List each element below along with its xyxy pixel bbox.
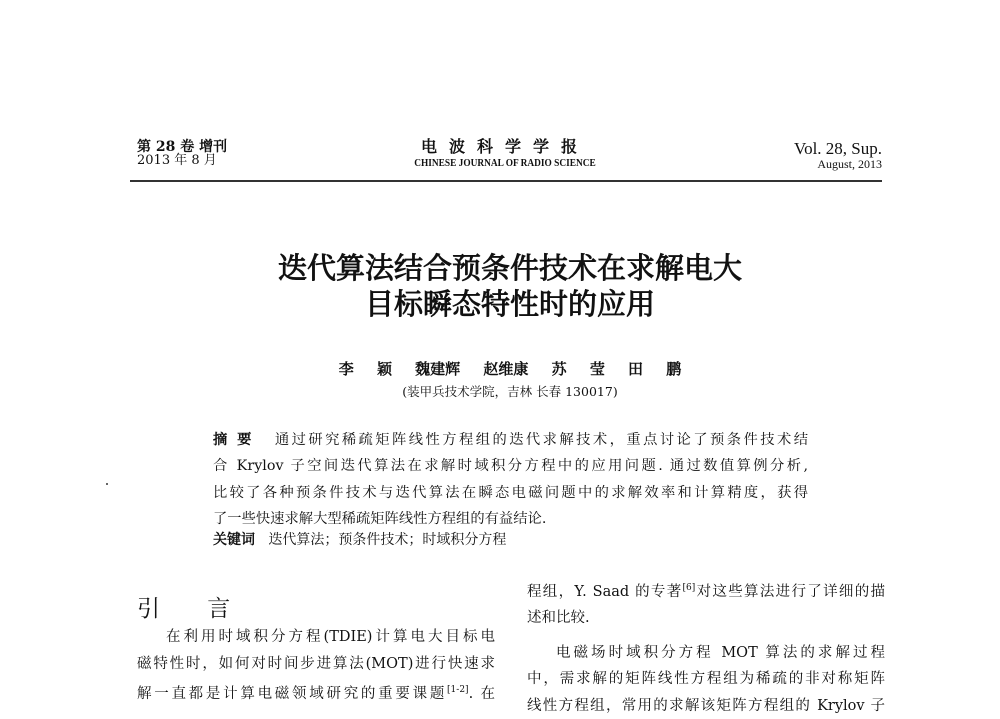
keywords-label: 关键词 bbox=[213, 532, 255, 548]
date-en: August, 2013 bbox=[817, 157, 882, 171]
paragraph-line: 线性方程组，常用的求解该矩阵方程组的 Krylov 子 bbox=[527, 697, 885, 714]
abstract-line: 合 Krylov 子空间迭代算法在求解时域积分方程中的应用问题. 通过数值算例分析, bbox=[213, 458, 808, 475]
right-column bbox=[527, 575, 885, 719]
paragraph-line: 电磁场时域积分方程 MOT 算法的求解过程 bbox=[556, 644, 885, 661]
citation: [6] bbox=[682, 583, 696, 593]
paragraph-tail: . 在 bbox=[468, 685, 496, 702]
header-rule bbox=[130, 180, 882, 182]
issue-info-en bbox=[794, 140, 882, 171]
paragraph-line: 在利用时域积分方程(TDIE)计算电大目标电 bbox=[166, 629, 495, 645]
left-column bbox=[137, 624, 495, 707]
paragraph-line: 程组，Y. Saad 的专著 bbox=[527, 583, 683, 600]
scan-speck bbox=[106, 483, 108, 485]
abstract-line: 了一些快速求解大型稀疏矩阵线性方程组的有益结论. bbox=[213, 510, 547, 527]
paragraph-line: 述和比较. bbox=[527, 610, 590, 627]
paragraph-line: 解一直都是计算电磁领域研究的重要课题 bbox=[137, 685, 448, 702]
volume-cn: 第 28 卷 增刊 bbox=[137, 139, 228, 155]
affiliation: (装甲兵技术学院，吉林 长春 130017) bbox=[402, 384, 618, 399]
abstract-line: 通过研究稀疏矩阵线性方程组的迭代求解技术，重点讨论了预条件技术结 bbox=[274, 432, 809, 448]
abstract-label: 摘 要 bbox=[213, 432, 254, 448]
title-line-2: 目标瞬态特性时的应用 bbox=[364, 287, 655, 321]
journal-name-en: CHINESE JOURNAL OF RADIO SCIENCE bbox=[414, 157, 596, 169]
abstract-line: 比较了各种预条件技术与迭代算法在瞬态电磁问题中的求解效率和计算精度，获得 bbox=[213, 484, 808, 501]
issue-info bbox=[137, 140, 227, 168]
paper-title bbox=[150, 250, 870, 322]
title-line-1: 迭代算法结合预条件技术在求解电大 bbox=[277, 251, 742, 285]
authors: 李 颖 魏建辉 赵维康 苏 莹 田 鹏 bbox=[338, 360, 682, 378]
date-cn: 2013 年 8 月 bbox=[137, 153, 217, 168]
section-heading: 引 言 bbox=[137, 596, 251, 622]
volume-en: Vol. 28, Sup. bbox=[793, 139, 882, 158]
abstract bbox=[213, 427, 808, 532]
citation: [1-2] bbox=[447, 685, 469, 695]
paragraph-line: 对这些算法进行了详细的描 bbox=[695, 583, 886, 600]
journal-name bbox=[380, 138, 630, 170]
paragraph-line: 磁特性时，如何对时间步进算法(MOT)进行快速求 bbox=[137, 655, 495, 672]
paragraph-line: 中，需求解的矩阵线性方程组为稀疏的非对称矩阵 bbox=[527, 671, 885, 688]
keywords bbox=[213, 529, 506, 549]
keywords-text: 迭代算法；预条件技术；时域积分方程 bbox=[268, 532, 507, 548]
journal-name-cn: 电波科学学报 bbox=[420, 137, 589, 156]
